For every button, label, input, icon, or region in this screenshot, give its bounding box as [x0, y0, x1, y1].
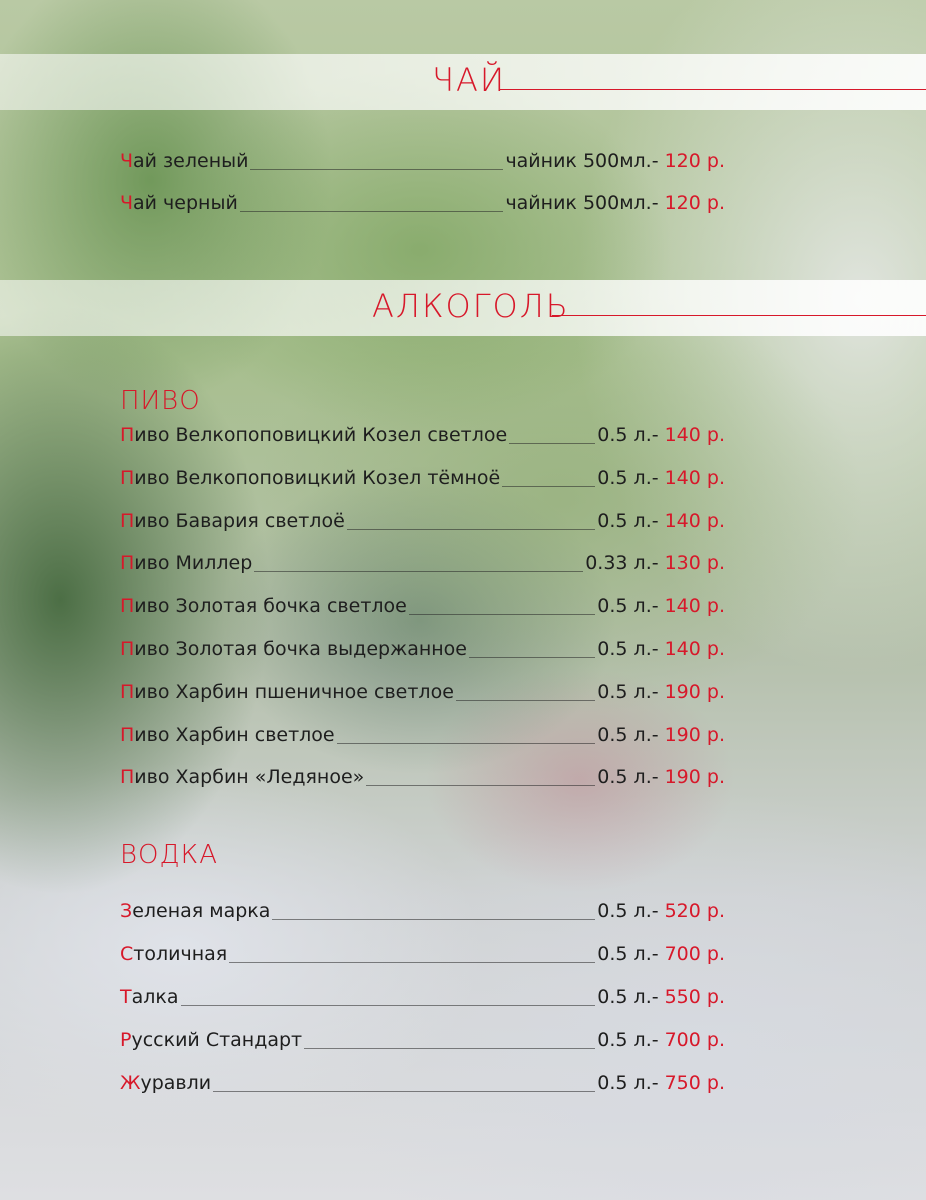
item-leader	[366, 785, 595, 786]
item-price: 520 р.	[664, 900, 725, 922]
item-price: 120 р.	[664, 150, 725, 172]
item-leader	[409, 614, 595, 615]
item-name: алка	[131, 986, 179, 1008]
item-name: иво Золотая бочка выдержанное	[134, 638, 467, 660]
item-volume: 0.5 л.-	[597, 943, 659, 965]
item-price: 140 р.	[664, 638, 725, 660]
menu-item-row	[120, 638, 725, 664]
item-volume: 0.33 л.-	[585, 552, 659, 575]
item-price: 750 р.	[664, 1072, 725, 1094]
item-name: ай черный	[133, 192, 238, 214]
menu-item-row	[120, 467, 725, 493]
item-price: 140 р.	[664, 424, 725, 446]
item-initial: Р	[120, 1029, 132, 1051]
beer-heading: ПИВО	[120, 386, 201, 416]
item-volume: 0.5 л.-	[597, 1072, 659, 1094]
item-initial: П	[120, 509, 135, 532]
item-leader	[240, 211, 504, 212]
item-name: ай зеленый	[133, 150, 249, 172]
item-name: толичная	[133, 943, 228, 965]
tea-heading: ЧАЙ	[432, 61, 506, 99]
item-initial: П	[120, 723, 135, 746]
item-volume: 0.5 л.-	[597, 595, 659, 618]
item-price: 140 р.	[664, 509, 725, 532]
item-name: уравли	[140, 1072, 212, 1094]
item-name: иво Бавария светлоё	[134, 509, 345, 532]
item-price: 140 р.	[664, 466, 725, 489]
item-name: иво Велкопоповицкий Козел светлое	[134, 424, 508, 446]
item-price: 130 р.	[664, 552, 725, 575]
item-price: 190 р.	[664, 766, 725, 789]
menu-item-row	[120, 1029, 725, 1055]
item-leader	[347, 529, 596, 530]
menu-item-row	[120, 986, 725, 1012]
item-initial: П	[120, 680, 135, 703]
menu-item-row	[120, 552, 725, 578]
item-volume: 0.5 л.-	[597, 900, 659, 922]
item-leader	[213, 1091, 595, 1092]
item-initial: Т	[120, 986, 132, 1008]
item-name: усский Стандарт	[131, 1029, 303, 1051]
menu-item-row	[120, 724, 725, 750]
menu-item-row	[120, 510, 725, 536]
item-leader	[469, 657, 595, 658]
item-leader	[337, 743, 596, 744]
item-volume: чайник 500мл.-	[505, 192, 659, 214]
item-name: иво Харбин светлое	[134, 723, 335, 746]
item-leader	[229, 962, 595, 963]
menu-item-row	[120, 424, 725, 450]
item-initial: Ч	[120, 150, 134, 172]
item-initial: П	[120, 766, 135, 789]
alcohol-header-band	[0, 280, 926, 336]
item-name: иво Харбин пшеничное светлое	[134, 680, 454, 703]
item-name: еленая марка	[132, 900, 271, 922]
item-volume: 0.5 л.-	[597, 766, 659, 789]
item-volume: 0.5 л.-	[597, 466, 659, 489]
menu-item-row	[120, 766, 725, 792]
item-name: иво Велкопоповицкий Козел тёмноё	[134, 466, 501, 489]
item-price: 190 р.	[664, 680, 725, 703]
item-price: 700 р.	[664, 943, 725, 965]
item-price: 550 р.	[664, 986, 725, 1008]
item-leader	[304, 1048, 595, 1049]
item-leader	[456, 700, 595, 701]
item-name: иво Харбин «Ледяное»	[134, 766, 365, 789]
item-name: иво Золотая бочка светлое	[134, 595, 407, 618]
menu-item-row	[120, 900, 725, 926]
item-initial: С	[120, 943, 134, 965]
alcohol-heading: АЛКОГОЛЬ	[372, 287, 570, 325]
item-volume: 0.5 л.-	[597, 723, 659, 746]
item-leader	[254, 571, 583, 572]
menu-item-row	[120, 150, 725, 176]
tea-heading-rule	[500, 89, 926, 90]
menu-item-row	[120, 681, 725, 707]
item-initial: П	[120, 424, 135, 446]
menu-item-row	[120, 943, 725, 969]
item-initial: П	[120, 638, 135, 660]
tea-header-band	[0, 54, 926, 110]
item-volume: чайник 500мл.-	[505, 150, 659, 172]
item-leader	[502, 486, 595, 487]
item-volume: 0.5 л.-	[597, 986, 659, 1008]
item-leader	[181, 1005, 596, 1006]
item-volume: 0.5 л.-	[597, 1029, 659, 1051]
item-leader	[250, 169, 503, 170]
item-name: иво Миллер	[134, 552, 253, 575]
item-price: 140 р.	[664, 595, 725, 618]
item-leader	[509, 443, 595, 444]
menu-item-row	[120, 1072, 725, 1098]
menu-item-row	[120, 595, 725, 621]
item-initial: З	[120, 900, 133, 922]
item-initial: П	[120, 595, 135, 618]
menu-item-row	[120, 192, 725, 218]
item-volume: 0.5 л.-	[597, 424, 659, 446]
item-price: 190 р.	[664, 723, 725, 746]
item-volume: 0.5 л.-	[597, 509, 659, 532]
item-initial: Ж	[120, 1072, 141, 1094]
item-price: 120 р.	[664, 192, 725, 214]
item-leader	[272, 919, 595, 920]
item-initial: Ч	[120, 192, 134, 214]
item-volume: 0.5 л.-	[597, 638, 659, 660]
item-price: 700 р.	[664, 1029, 725, 1051]
alcohol-heading-rule	[552, 315, 926, 316]
item-initial: П	[120, 466, 135, 489]
item-volume: 0.5 л.-	[597, 680, 659, 703]
vodka-heading: ВОДКА	[120, 840, 218, 870]
item-initial: П	[120, 552, 135, 575]
